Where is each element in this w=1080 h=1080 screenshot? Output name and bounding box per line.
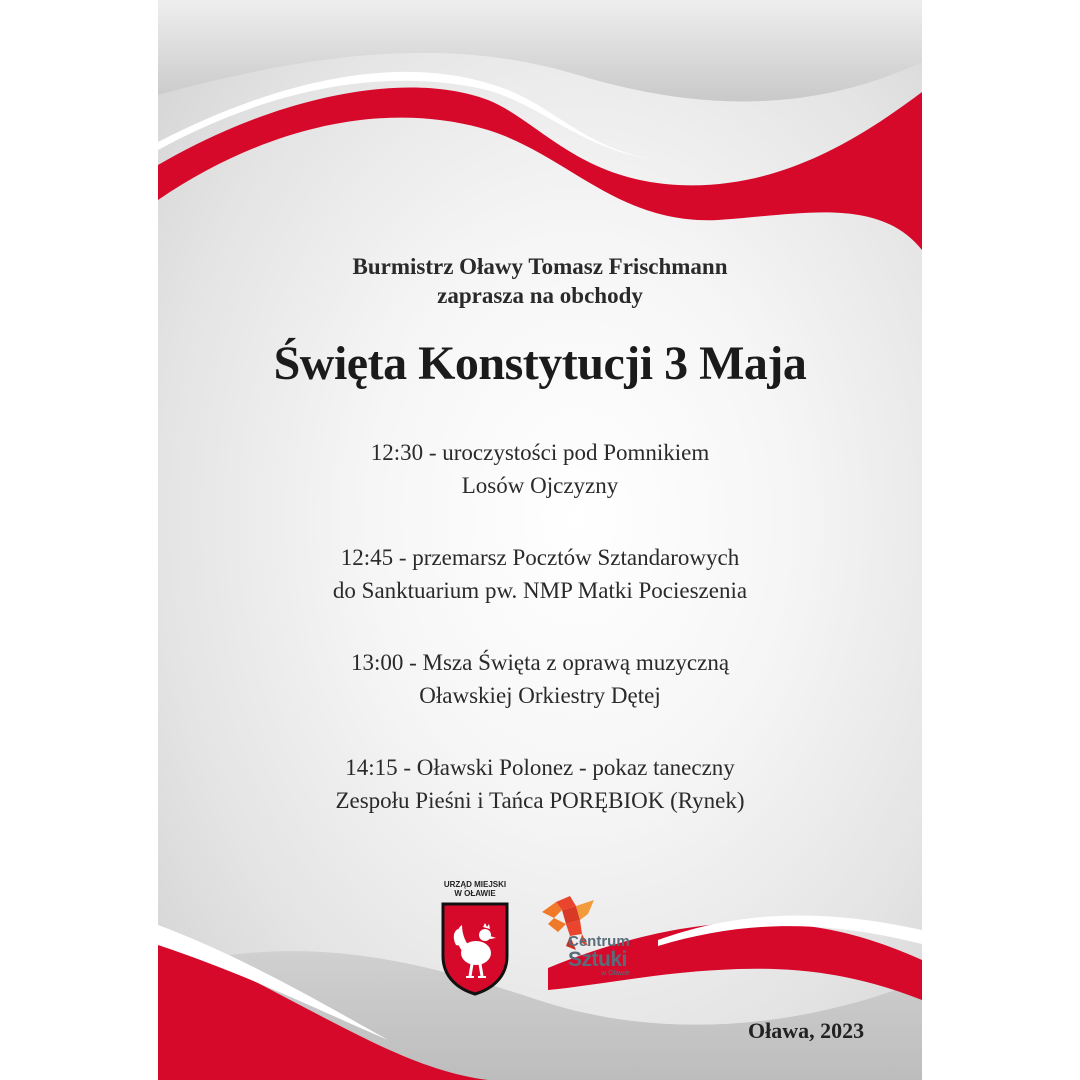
- centrum-text: Centrum: [568, 933, 630, 950]
- event-schedule: [158, 436, 922, 856]
- urzad-logo-text-2: W OŁAWIE: [454, 889, 496, 898]
- place-and-date: Oława, 2023: [748, 1018, 865, 1043]
- schedule-item-line-2: Zespołu Pieśni i Tańca PORĘBIOK (Rynek): [335, 788, 745, 813]
- schedule-item-line-1: 12:30 - uroczystości pod Pomnikiem: [370, 440, 710, 465]
- schedule-item-line-1: 13:00 - Msza Święta z oprawą muzyczną: [350, 650, 730, 675]
- schedule-item: [158, 646, 922, 712]
- centrum-sztuki-logo: [536, 894, 646, 1004]
- centrum-sztuki-wordmark: [568, 934, 630, 978]
- urzad-miejski-logo: [434, 880, 516, 997]
- schedule-item: [158, 541, 922, 607]
- poster: [158, 0, 922, 1080]
- urzad-logo-text-1: URZĄD MIEJSKI: [443, 880, 507, 889]
- coat-of-arms-icon: [440, 901, 510, 997]
- sztuki-text: Sztuki: [568, 948, 627, 971]
- event-title: Święta Konstytucji 3 Maja: [273, 337, 807, 390]
- invitation-text: [158, 252, 922, 310]
- schedule-item: [158, 751, 922, 817]
- invitation-line-2: zaprasza na obchody: [437, 283, 643, 308]
- w-olawie-text: w Oławie: [601, 970, 630, 977]
- schedule-item-line-2: Losów Ojczyzny: [461, 473, 619, 498]
- sponsor-logos: [158, 880, 922, 1000]
- schedule-item-line-1: 12:45 - przemarsz Pocztów Sztandarowych: [340, 545, 740, 570]
- schedule-item: [158, 436, 922, 502]
- schedule-item-line-2: Oławskiej Orkiestry Dętej: [419, 683, 661, 708]
- invitation-line-1: Burmistrz Oławy Tomasz Frischmann: [352, 254, 728, 279]
- schedule-item-line-2: do Sanktuarium pw. NMP Matki Pocieszenia: [332, 578, 748, 603]
- schedule-item-line-1: 14:15 - Oławski Polonez - pokaz taneczny: [345, 755, 735, 780]
- poster-content: [158, 0, 922, 1080]
